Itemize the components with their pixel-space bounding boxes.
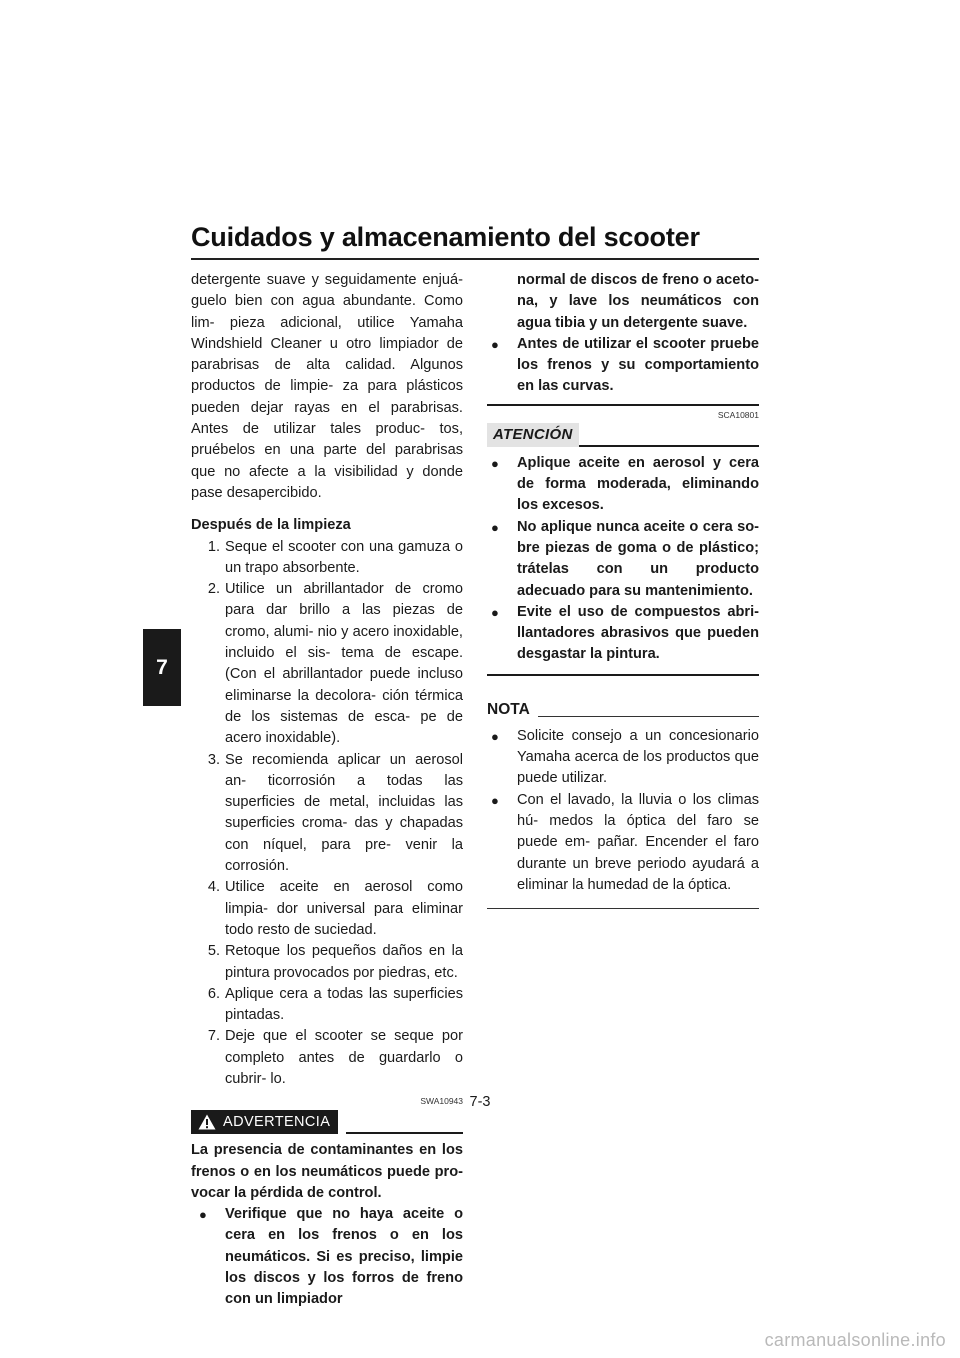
bullet-icon: ● <box>199 1207 207 1223</box>
step-number: 6. <box>207 985 220 1002</box>
notice-bullet: No aplique nunca aceite o cera so- bre piezas de goma o de plástico; trátelas con un producto adecuado para su mantenimiento. <box>517 518 759 599</box>
notice-header <box>487 423 759 447</box>
list-item <box>191 984 463 1027</box>
title-rule <box>191 258 759 260</box>
note-rule <box>538 716 759 717</box>
warning-end-rule <box>487 404 759 406</box>
warning-rule <box>346 1132 463 1134</box>
warning-text: La presencia de contaminantes en los frenos o en los neumáticos puede pro- vocar la pérdida de control. <box>191 1142 463 1201</box>
step-number: 3. <box>207 751 220 768</box>
notice-end-rule <box>487 674 759 676</box>
list-item <box>487 726 759 790</box>
warning-bullet: Antes de utilizar el scooter pruebe los frenos y su comportamiento en las curvas. <box>517 335 759 395</box>
step-text: Utilice un abrillantador de cromo para dar brillo a las piezas de cromo, alumi- nio y acero inoxidable, incluido el sis- tema de escape. (Con el abrillantador puede incluso eliminarse la decolora- ción térmica de los sistemas de esca- pe de acero inoxidable). <box>225 581 463 747</box>
step-number: 2. <box>207 581 220 598</box>
intro-paragraph: detergente suave y seguidamente enjuá- guelo bien con agua abundante. Como lim- pieza adicional, utilice Yamaha Windshield Cleaner u otro limpiador de parabrisas de alta calidad. Algunos productos de limpie- za para plásticos pueden dejar rayas en el parabrisas. Antes de utilizar tales produc- tos, pruébelos en una parte del parabrisas que no afecte a la visibilidad y donde pase desapercibido. <box>191 272 463 501</box>
warning-badge <box>191 1110 338 1134</box>
step-text: Aplique cera a todas las superficies pintadas. <box>225 985 463 1024</box>
note-header <box>487 700 759 720</box>
right-column <box>487 270 759 909</box>
list-item <box>191 877 463 941</box>
bullet-icon: ● <box>491 728 499 744</box>
list-item <box>487 790 759 896</box>
bullet-icon: ● <box>491 336 499 352</box>
note-bullet: Con el lavado, la lluvia o los climas hú- medos la óptica del faro se puede em- pañar. Encender el faro durante un breve periodo ayudará a eliminar la humedad de la óptica. <box>517 791 759 893</box>
note-end-rule <box>487 908 759 909</box>
bullet-icon: ● <box>491 604 499 620</box>
warning-triangle-icon <box>198 1114 216 1130</box>
watermark: carmanualsonline.info <box>764 1330 946 1350</box>
notice-bullet: Aplique aceite en aerosol y cera de forma moderada, eliminando los excesos. <box>517 454 759 514</box>
list-item <box>191 537 463 580</box>
notice-code: SCA10801 <box>717 409 759 420</box>
step-number: 4. <box>207 879 220 896</box>
warning-continuation: normal de discos de freno o aceto- na, y lave los neumáticos con agua tibia y un detergente suave. <box>517 272 759 331</box>
list-item <box>191 579 463 749</box>
step-text: Retoque los pequeños daños en la pintura provocados por piedras, etc. <box>225 943 463 981</box>
notice-list <box>487 453 759 666</box>
list-item <box>487 517 759 602</box>
list-item <box>487 453 759 517</box>
steps-list <box>191 537 463 1091</box>
list-item <box>191 1204 463 1310</box>
list-item <box>191 1026 463 1090</box>
step-number: 5. <box>207 943 220 960</box>
list-item <box>487 602 759 666</box>
page-title: Cuidados y almacenamiento del scooter <box>191 222 700 252</box>
note-bullet: Solicite consejo a un concesionario Yamaha acerca de los productos que puede utilizar. <box>517 727 759 787</box>
list-item <box>191 750 463 878</box>
warning-label: ADVERTENCIA <box>223 1113 331 1130</box>
list-item <box>487 334 759 398</box>
step-number: 7. <box>207 1028 220 1045</box>
left-column <box>191 270 463 1311</box>
step-number: 1. <box>207 538 220 555</box>
step-text: Seque el scooter con una gamuza o un trapo absorbente. <box>225 538 463 576</box>
notice-rule <box>579 445 759 447</box>
step-text: Se recomienda aplicar un aerosol an- ticorrosión a todas las superficies de metal, incluidas las superficies croma- das y chapadas con níquel, para pre- venir la corrosión. <box>225 751 463 875</box>
step-text: Utilice aceite en aerosol como limpia- dor universal para eliminar todo resto de suciedad. <box>225 879 463 938</box>
bullet-icon: ● <box>491 455 499 471</box>
notice-label: ATENCIÓN <box>487 423 579 447</box>
list-item <box>191 941 463 984</box>
warning-bullet: Verifique que no haya aceite o cera en los frenos o en los neumáticos. Si es preciso, limpie los discos y los forros de freno con un limpiador <box>225 1206 463 1308</box>
bullet-icon: ● <box>491 792 499 808</box>
chapter-tab: 7 <box>143 629 181 706</box>
bullet-icon: ● <box>491 519 499 535</box>
page-number: 7-3 <box>469 1094 491 1110</box>
notice-bullet: Evite el uso de compuestos abri- llantadores abrasivos que pueden desgastar la pintura. <box>517 603 759 663</box>
section-heading: Después de la limpieza <box>191 517 351 534</box>
warning-code: SWA10943 <box>420 1096 463 1107</box>
warning-header <box>191 1110 463 1134</box>
note-list <box>487 726 759 896</box>
note-label: NOTA <box>487 700 530 718</box>
list-item <box>487 270 759 334</box>
step-text: Deje que el scooter se seque por completo antes de guardarlo o cubrir- lo. <box>225 1028 463 1087</box>
